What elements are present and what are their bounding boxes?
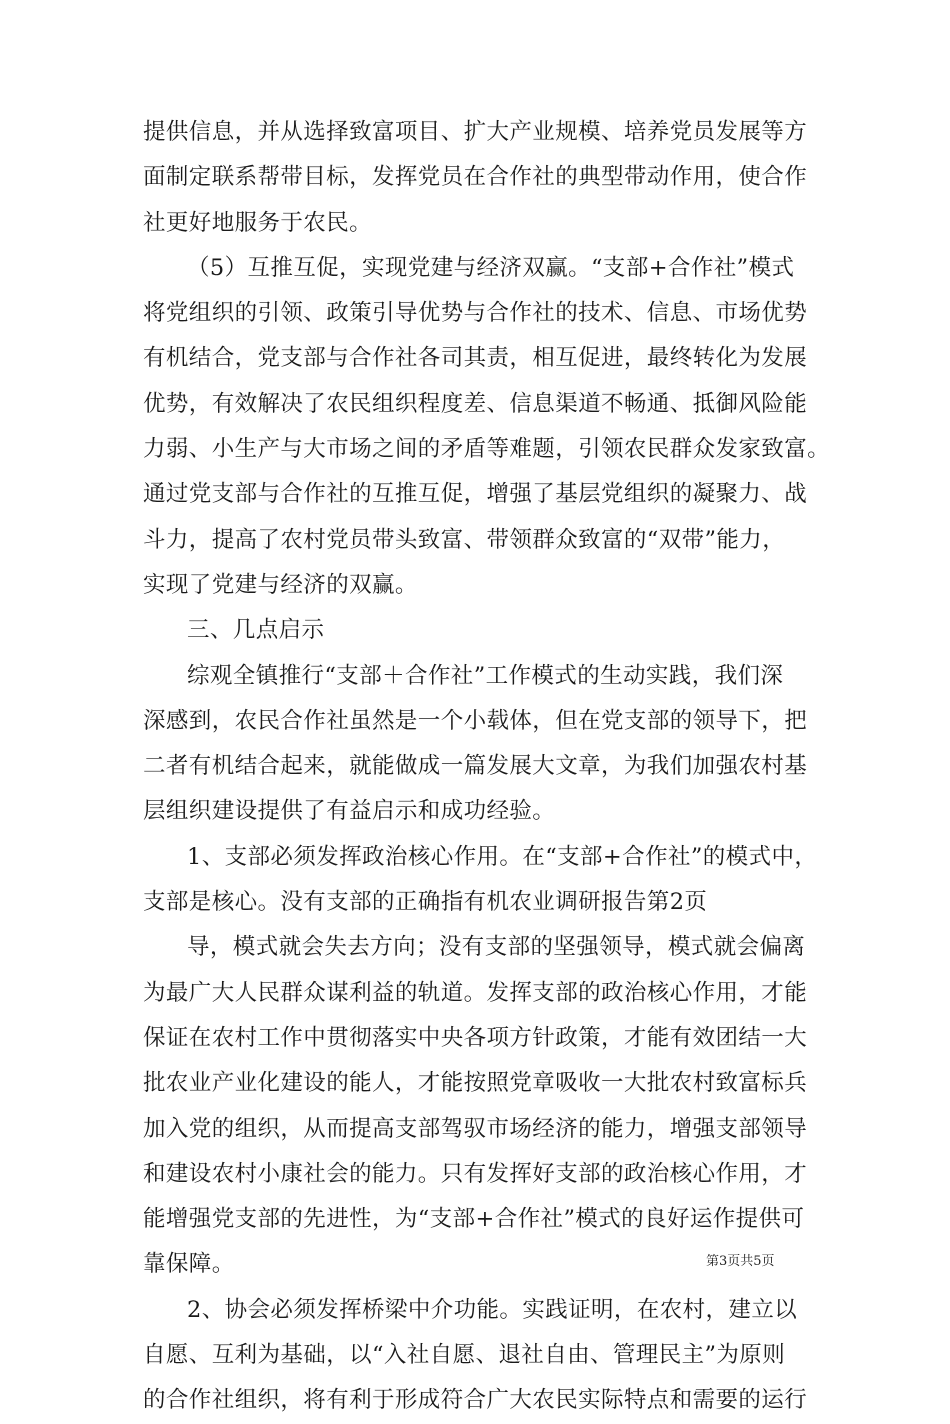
text-line: 自愿、互利为基础，以“入社自愿、退社自由、管理民主”为原则 <box>143 1342 786 1369</box>
text-line: 能增强党支部的先进性，为“支部+合作社”模式的良好运作提供可 <box>143 1206 805 1233</box>
text-line: 面制定联系帮带目标，发挥党员在合作社的典型带动作用，使合作 <box>143 164 808 191</box>
text-line: 将党组织的引领、政策引导优势与合作社的技术、信息、市场优势 <box>143 300 808 327</box>
text-line: 二者有机结合起来，就能做成一篇发展大文章，为我们加强农村基 <box>143 753 808 780</box>
text-line: 实现了党建与经济的双赢。 <box>143 571 418 598</box>
text-line: 斗力，提高了农村党员带头致富、带领群众致富的“双带”能力， <box>143 526 786 553</box>
text-line: 1、支部必须发挥政治核心作用。在“支部+合作社”的模式中， <box>187 843 818 870</box>
text-line: 提供信息，并从选择致富项目、扩大产业规模、培养党员发展等方 <box>143 119 808 145</box>
text-line: 和建设农村小康社会的能力。只有发挥好支部的政治核心作用，才 <box>143 1160 808 1187</box>
text-line: 力弱、小生产与大市场之间的矛盾等难题，引领农民群众发家致富。 <box>143 436 831 463</box>
text-line: 三、几点启示 <box>187 617 325 644</box>
text-line: 层组织建设提供了有益启示和成功经验。 <box>143 798 556 825</box>
text-line: 深感到，农民合作社虽然是一个小载体，但在党支部的领导下，把 <box>143 707 808 734</box>
text-line: 支部是核心。没有支部的正确指有机农业调研报告第2页 <box>143 889 708 916</box>
text-line: 保证在农村工作中贯彻落实中央各项方针政策，才能有效团结一大 <box>143 1024 808 1051</box>
text-line: 通过党支部与合作社的互推互促，增强了基层党组织的凝聚力、战 <box>143 481 808 508</box>
text-line: 的合作社组织，将有利于形成符合广大农民实际特点和需要的运行 <box>143 1387 808 1414</box>
text-line: 综观全镇推行“支部＋合作社”工作模式的生动实践，我们深 <box>187 662 784 689</box>
text-line: 优势，有效解决了农民组织程度差、信息渠道不畅通、抵御风险能 <box>143 390 808 417</box>
text-line: 导，模式就会失去方向；没有支部的坚强领导，模式就会偏离 <box>187 934 806 961</box>
text-line: 社更好地服务于农民。 <box>143 209 373 236</box>
text-line: 2、协会必须发挥桥梁中介功能。实践证明，在农村，建立以 <box>187 1296 798 1323</box>
text-line: 批农业产业化建设的能人，才能按照党章吸收一大批农村致富标兵 <box>143 1070 808 1097</box>
document-body <box>143 110 831 1424</box>
text-line: 有机结合，党支部与合作社各司其责，相互促进，最终转化为发展 <box>143 345 808 372</box>
text-line: 加入党的组织，从而提高支部驾驭市场经济的能力，增强支部领导 <box>143 1115 808 1142</box>
text-line: （5）互推互促，实现党建与经济双赢。“支部+合作社”模式 <box>187 254 795 281</box>
page-number-footer: 第3页共5页 <box>706 1254 775 1269</box>
text-line: 为最广大人民群众谋利益的轨道。发挥支部的政治核心作用，才能 <box>143 979 808 1006</box>
text-line: 靠保障。 <box>143 1251 235 1278</box>
